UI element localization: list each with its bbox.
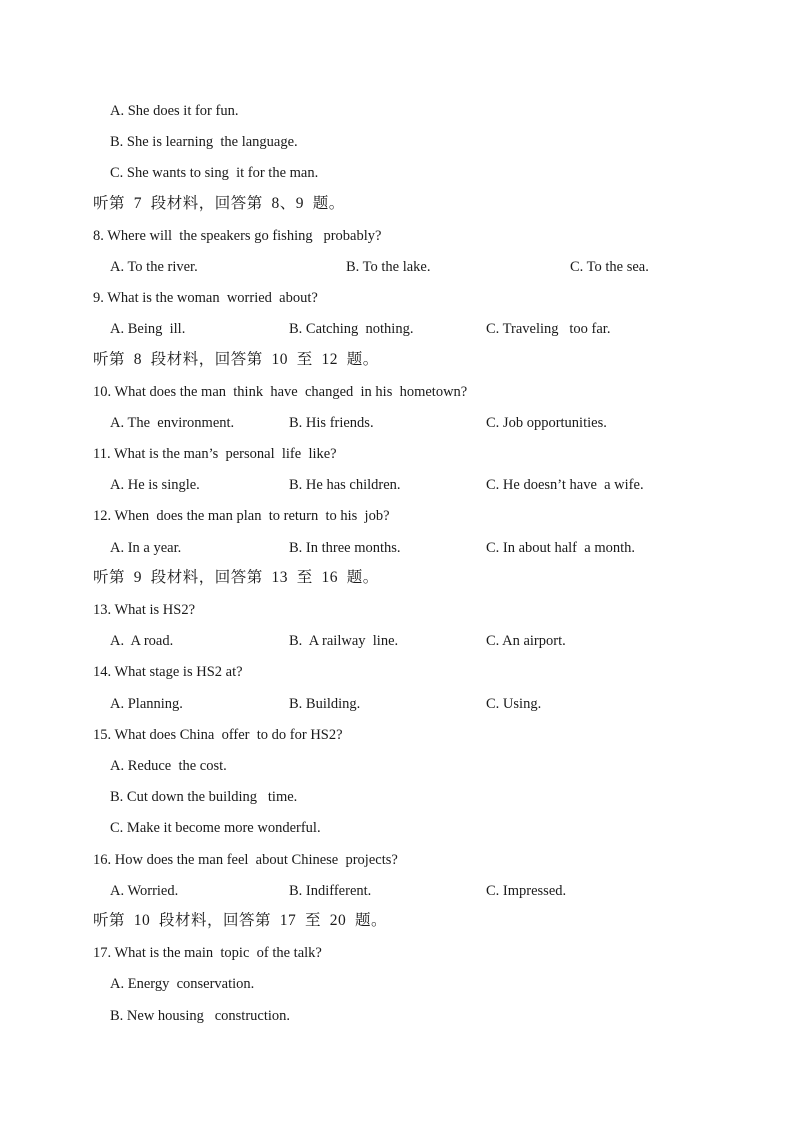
q7-option-c: C. She wants to sing it for the man. xyxy=(110,165,319,181)
q9-option-b: B. Catching nothing. xyxy=(289,321,414,337)
q12-option-c: C. In about half a month. xyxy=(486,540,636,556)
q13-option-b: B. A railway line. xyxy=(289,633,399,649)
q14-option-c: C. Using. xyxy=(486,696,542,712)
question-14: 14. What stage is HS2 at? xyxy=(93,664,243,680)
q9-option-a: A. Being ill. xyxy=(110,321,186,337)
question-10: 10. What does the man think have changed in his hometown? xyxy=(93,384,468,400)
q8-option-a: A. To the river. xyxy=(110,259,198,275)
q10-option-b: B. His friends. xyxy=(289,415,374,431)
q8-option-c: C. To the sea. xyxy=(570,259,649,275)
q13-option-a: A. A road. xyxy=(110,633,174,649)
q15-option-b: B. Cut down the building time. xyxy=(110,789,298,805)
section-heading-8: 听第 8 段材料，回答第 10 至 12 题。 xyxy=(93,351,379,368)
q14-option-a: A. Planning. xyxy=(110,696,183,712)
q7-option-b: B. She is learning the language. xyxy=(110,134,298,150)
q17-option-a: A. Energy conservation. xyxy=(110,976,255,992)
question-9: 9. What is the woman worried about? xyxy=(93,290,318,306)
question-12: 12. When does the man plan to return to his job? xyxy=(93,508,390,524)
section-heading-9: 听第 9 段材料，回答第 13 至 16 题。 xyxy=(93,569,379,586)
q11-option-c: C. He doesn’t have a wife. xyxy=(486,477,644,493)
section-heading-7: 听第 7 段材料，回答第 8、9 题。 xyxy=(93,195,345,212)
q10-option-c: C. Job opportunities. xyxy=(486,415,607,431)
q17-option-b: B. New housing construction. xyxy=(110,1008,291,1024)
q8-option-b: B. To the lake. xyxy=(346,259,431,275)
question-13: 13. What is HS2? xyxy=(93,602,196,618)
question-11: 11. What is the man’s personal life like? xyxy=(93,446,337,462)
q10-option-a: A. The environment. xyxy=(110,415,235,431)
section-heading-10: 听第 10 段材料，回答第 17 至 20 题。 xyxy=(93,912,388,929)
q13-option-c: C. An airport. xyxy=(486,633,566,649)
question-15: 15. What does China offer to do for HS2? xyxy=(93,727,343,743)
q15-option-c: C. Make it become more wonderful. xyxy=(110,820,321,836)
q15-option-a: A. Reduce the cost. xyxy=(110,758,227,774)
q11-option-b: B. He has children. xyxy=(289,477,401,493)
question-16: 16. How does the man feel about Chinese projects? xyxy=(93,852,398,868)
q16-option-b: B. Indifferent. xyxy=(289,883,372,899)
q12-option-b: B. In three months. xyxy=(289,540,401,556)
q14-option-b: B. Building. xyxy=(289,696,361,712)
q12-option-a: A. In a year. xyxy=(110,540,182,556)
question-17: 17. What is the main topic of the talk? xyxy=(93,945,322,961)
q7-option-a: A. She does it for fun. xyxy=(110,103,239,119)
q11-option-a: A. He is single. xyxy=(110,477,200,493)
q9-option-c: C. Traveling too far. xyxy=(486,321,611,337)
q16-option-c: C. Impressed. xyxy=(486,883,567,899)
q16-option-a: A. Worried. xyxy=(110,883,179,899)
question-8: 8. Where will the speakers go fishing probably? xyxy=(93,228,382,244)
